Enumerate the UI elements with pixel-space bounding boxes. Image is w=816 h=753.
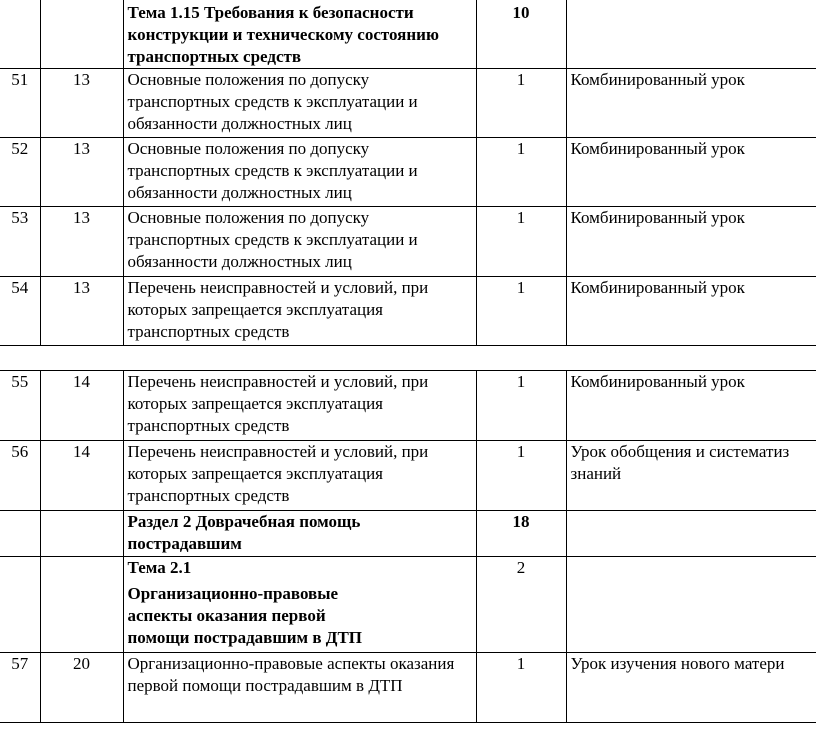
lesson-number-cell bbox=[40, 557, 123, 653]
topic-name: Организационно-правовые аспекты оказания первой помощи пострадавшим в ДТП bbox=[127, 584, 363, 647]
row-number-cell: 57 bbox=[0, 653, 40, 723]
hours-cell: 1 bbox=[476, 277, 566, 346]
lesson-number-cell: 13 bbox=[40, 69, 123, 138]
lesson-type-cell: Комбинированный урок bbox=[566, 69, 816, 138]
section-title-cell: Раздел 2 Доврачебная помощь пострадавшим bbox=[123, 511, 476, 557]
hours-cell: 1 bbox=[476, 207, 566, 277]
lesson-title-cell: Организационно-правовые аспекты оказания первой помощи пострадавшим в ДТП bbox=[123, 653, 476, 723]
lesson-type-line-2: знаний bbox=[570, 464, 622, 483]
lesson-number-cell: 20 bbox=[40, 653, 123, 723]
topic-title-cell bbox=[123, 557, 476, 653]
lesson-type-cell bbox=[566, 557, 816, 653]
row-number-cell: 51 bbox=[0, 69, 40, 138]
table-row bbox=[0, 277, 816, 346]
hours-cell: 1 bbox=[476, 138, 566, 207]
curriculum-table-part2 bbox=[0, 370, 816, 723]
row-number-cell: 53 bbox=[0, 207, 40, 277]
row-number-cell bbox=[0, 557, 40, 653]
topic-number: Тема 2.1 bbox=[127, 558, 192, 577]
lesson-title-cell: Основные положения по допуску транспортных средств к эксплуатации и обязанности должностных лиц bbox=[123, 138, 476, 207]
row-number-cell bbox=[0, 511, 40, 557]
lesson-type-cell bbox=[566, 0, 816, 69]
lesson-type-cell bbox=[566, 511, 816, 557]
lesson-title-cell: Основные положения по допуску транспортных средств к эксплуатации и обязанности должностных лиц bbox=[123, 207, 476, 277]
lesson-title-cell: Перечень неисправностей и условий, при которых запрещается эксплуатация транспортных средств bbox=[123, 277, 476, 346]
hours-cell: 1 bbox=[476, 69, 566, 138]
lesson-type-cell bbox=[566, 441, 816, 511]
lesson-type-line-1: Урок обобщения и систематиз bbox=[570, 442, 790, 461]
lesson-number-cell: 13 bbox=[40, 207, 123, 277]
lesson-title-cell: Перечень неисправностей и условий, при которых запрещается эксплуатация транспортных средств bbox=[123, 441, 476, 511]
topic-title-cell: Тема 1.15 Требования к безопасности конструкции и техническому состоянию транспортных средств bbox=[123, 0, 476, 69]
lesson-number-cell: 13 bbox=[40, 277, 123, 346]
table-row bbox=[0, 207, 816, 277]
lesson-type-cell: Комбинированный урок bbox=[566, 371, 816, 441]
hours-cell: 1 bbox=[476, 653, 566, 723]
hours-cell: 18 bbox=[476, 511, 566, 557]
table-row bbox=[0, 441, 816, 511]
lesson-number-cell: 14 bbox=[40, 371, 123, 441]
table-row bbox=[0, 653, 816, 723]
lesson-type-cell: Комбинированный урок bbox=[566, 207, 816, 277]
lesson-number-cell: 13 bbox=[40, 138, 123, 207]
row-number-cell: 55 bbox=[0, 371, 40, 441]
hours-cell: 10 bbox=[476, 0, 566, 69]
table-row bbox=[0, 138, 816, 207]
row-number-cell: 56 bbox=[0, 441, 40, 511]
row-number-cell: 52 bbox=[0, 138, 40, 207]
curriculum-table-part1 bbox=[0, 0, 816, 346]
lesson-type-cell: Комбинированный урок bbox=[566, 277, 816, 346]
lesson-number-cell: 14 bbox=[40, 441, 123, 511]
lesson-type-cell: Урок изучения нового матери bbox=[566, 653, 816, 723]
row-number-cell bbox=[0, 0, 40, 69]
lesson-number-cell bbox=[40, 511, 123, 557]
hours-cell: 1 bbox=[476, 441, 566, 511]
table-row bbox=[0, 0, 816, 69]
lesson-title-cell: Основные положения по допуску транспортных средств к эксплуатации и обязанности должностных лиц bbox=[123, 69, 476, 138]
hours-cell: 1 bbox=[476, 371, 566, 441]
table-row bbox=[0, 557, 816, 653]
lesson-type-cell: Комбинированный урок bbox=[566, 138, 816, 207]
table-row bbox=[0, 371, 816, 441]
lesson-title-cell: Перечень неисправностей и условий, при которых запрещается эксплуатация транспортных средств bbox=[123, 371, 476, 441]
lesson-number-cell bbox=[40, 0, 123, 69]
table-row bbox=[0, 511, 816, 557]
hours-cell: 2 bbox=[476, 557, 566, 653]
row-number-cell: 54 bbox=[0, 277, 40, 346]
table-row bbox=[0, 69, 816, 138]
